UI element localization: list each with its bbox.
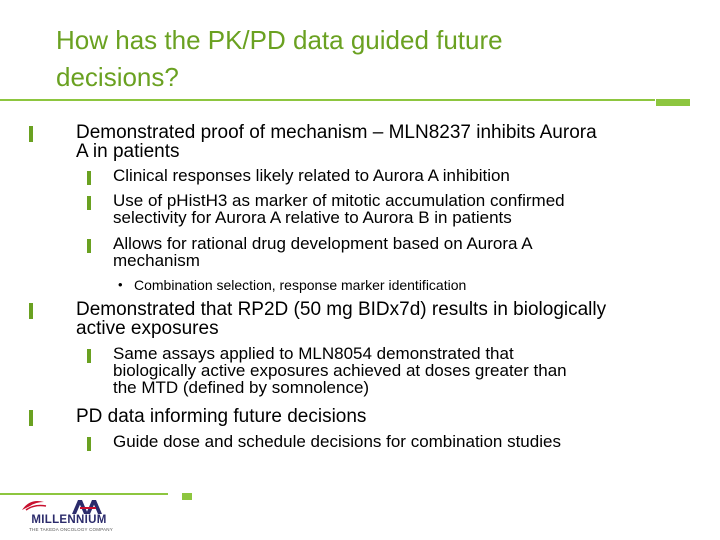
sub-bullet-marker-icon	[87, 171, 91, 185]
bullet-text-line: Demonstrated that RP2D (50 mg BIDx7d) results in biologically	[76, 299, 607, 320]
bullet-text-line: Clinical responses likely related to Aurora A inhibition	[113, 166, 510, 185]
bullet-text-line: mechanism	[113, 251, 200, 270]
title-line-1: How has the PK/PD data guided future	[56, 25, 503, 55]
logo-mark-icon	[14, 496, 124, 516]
bullet-text-line: selectivity for Aurora A relative to Aurora B in patients	[113, 208, 512, 227]
sub-bullet-text	[113, 235, 533, 269]
bullet-2-text	[76, 300, 606, 338]
bullet-text-line: Allows for rational drug development based on Aurora A	[113, 234, 533, 253]
logo-wordmark: MILLENNIUM	[31, 514, 107, 526]
sub-bullet-text	[113, 167, 510, 184]
title-divider-accent	[656, 99, 690, 106]
sub-sub-bullet-text	[134, 277, 466, 293]
sub-bullet-text	[113, 345, 567, 396]
bullet-text-line: biologically active exposures achieved at doses greater than	[113, 361, 567, 380]
sub-bullet-marker-icon	[87, 196, 91, 210]
bullet-text-line: Guide dose and schedule decisions for combination studies	[113, 432, 561, 451]
bullet-dot-icon: •	[118, 277, 123, 292]
slide-title	[56, 22, 676, 96]
millennium-logo	[14, 496, 124, 538]
bullet-text-line: Use of pHistH3 as marker of mitotic accumulation confirmed	[113, 191, 565, 210]
bullet-text-line: the MTD (defined by somnolence)	[113, 378, 370, 397]
bullet-marker-icon	[29, 126, 33, 142]
footer-divider-accent	[182, 493, 192, 500]
sub-bullet-text	[113, 192, 565, 226]
bullet-3-text	[76, 407, 366, 426]
bullet-text-line: PD data informing future decisions	[76, 406, 367, 427]
title-divider	[0, 99, 655, 101]
bullet-marker-icon	[29, 303, 33, 319]
bullet-1-text	[76, 123, 597, 161]
bullet-text-line: A in patients	[76, 141, 180, 162]
sub-bullet-marker-icon	[87, 349, 91, 363]
sub-bullet-marker-icon	[87, 239, 91, 253]
bullet-text-line: Demonstrated proof of mechanism – MLN8237 inhibits Aurora	[76, 122, 597, 143]
bullet-text-line: active exposures	[76, 318, 219, 339]
title-line-2: decisions?	[56, 62, 179, 92]
bullet-text-line: Combination selection, response marker identification	[134, 277, 467, 293]
bullet-marker-icon	[29, 410, 33, 426]
footer-divider	[0, 493, 168, 495]
bullet-text-line: Same assays applied to MLN8054 demonstrated that	[113, 344, 514, 363]
logo-tagline: THE TAKEDA ONCOLOGY COMPANY	[29, 527, 113, 532]
sub-bullet-marker-icon	[87, 437, 91, 451]
sub-bullet-text	[113, 433, 561, 450]
